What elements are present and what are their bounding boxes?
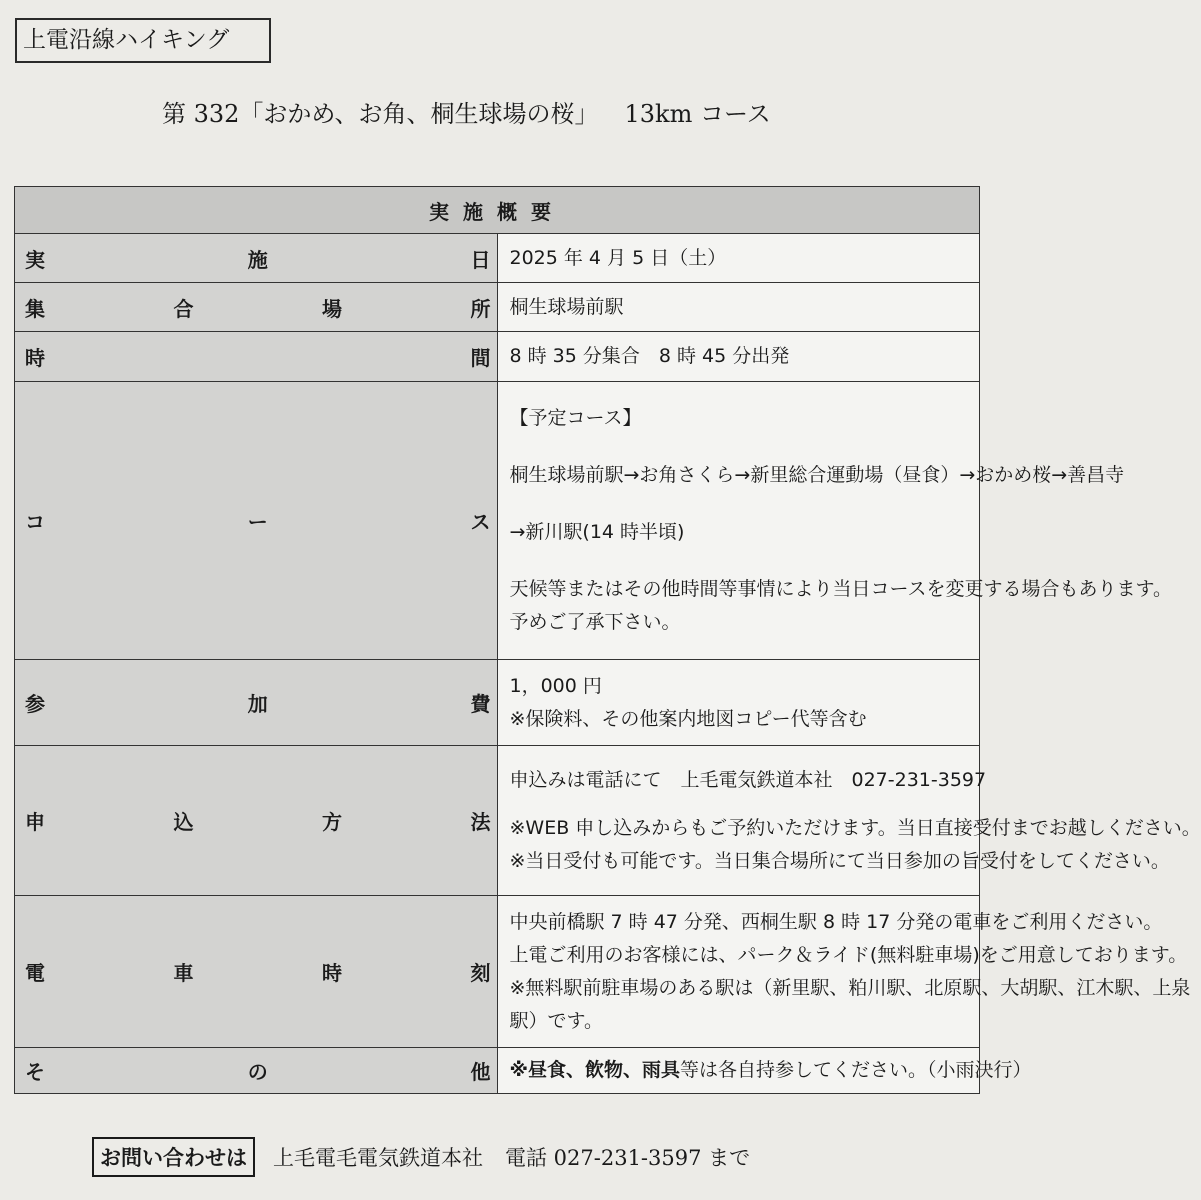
row-application <box>15 746 980 896</box>
label-other: そ の 他 <box>25 1060 491 1084</box>
row-fee <box>15 660 980 746</box>
application-phone: 申込みは電話にて 上毛電気鉄道本社 027-231-3597 <box>509 768 987 791</box>
page-title <box>162 94 882 129</box>
value-application <box>497 746 1201 896</box>
train-line3: ※無料駅前駐車場のある駅は（新里駅、粕川駅、北原駅、大胡駅、江木駅、上泉 <box>509 976 1191 999</box>
value-time: 8 時 35 分集合 8 時 45 分出発 <box>497 332 980 382</box>
value-meeting-place: 桐生球場前駅 <box>497 283 980 332</box>
label-date: 実 施 日 <box>25 247 491 272</box>
value-train-schedule <box>497 896 1191 1048</box>
row-date <box>15 234 980 283</box>
value-fee <box>497 660 980 746</box>
contact-line <box>92 1137 932 1177</box>
contact-phone: 電話 027-231-3597 まで <box>505 1146 751 1170</box>
other-bold-items: ※昼食、飲物、雨具 <box>509 1059 680 1081</box>
other-rest: 等は各自持参してください。（小雨決行） <box>679 1059 1032 1081</box>
contact-company: 上毛電毛電気鉄道本社 <box>273 1146 483 1170</box>
row-time <box>15 332 980 382</box>
application-sameday-note: ※当日受付も可能です。当日集合場所にて当日参加の旨受付をしてください。 <box>509 849 1170 872</box>
course-note-line1: 天候等またはその他時間等事情により当日コースを変更する場合もあります。 <box>509 578 1173 600</box>
course-heading: 【予定コース】 <box>509 407 642 429</box>
course-distance: 13km コース <box>624 100 771 128</box>
row-course <box>15 382 980 660</box>
value-date: 2025 年 4 月 5 日（土） <box>497 234 980 283</box>
label-train-schedule: 電 車 時 刻 <box>25 961 491 985</box>
event-title: 第 332「おかめ、お角、桐生球場の桜」 <box>162 100 599 128</box>
label-application: 申 込 方 法 <box>25 810 491 834</box>
row-other <box>15 1048 980 1094</box>
course-route-line2: →新川駅(14 時半頃) <box>509 521 685 543</box>
train-line1: 中央前橋駅 7 時 47 分発、西桐生駅 8 時 17 分発の電車をご利用ください。 <box>509 910 1163 933</box>
series-title: 上電沿線ハイキング <box>15 18 271 63</box>
train-line2: 上電ご利用のお客様には、パーク＆ライド(無料駐車場)をご用意しております。 <box>509 943 1188 966</box>
train-line4: 駅）です。 <box>509 1009 603 1032</box>
label-meeting-place: 集 合 場 所 <box>25 296 491 321</box>
value-other <box>497 1048 1032 1094</box>
label-time: 時 間 <box>25 346 491 370</box>
event-summary-table <box>14 186 1201 1094</box>
value-course <box>497 382 1173 660</box>
label-course: コ ー ス <box>25 510 491 534</box>
row-meeting-place <box>15 283 980 332</box>
label-fee: 参 加 費 <box>25 692 491 716</box>
application-web-note: ※WEB 申し込みからもご予約いただけます。当日直接受付までお越しください。 <box>509 816 1201 839</box>
table-heading: 実施概要 <box>15 187 980 234</box>
course-note-line2: 予めご了承下さい。 <box>509 611 681 633</box>
fee-amount: 1，000 円 <box>509 674 602 697</box>
row-train-schedule <box>15 896 980 1048</box>
table-heading-row <box>15 187 980 234</box>
fee-note: ※保険料、その他案内地図コピー代等含む <box>509 707 867 730</box>
course-route-line1: 桐生球場前駅→お角さくら→新里総合運動場（昼食）→おかめ桜→善昌寺 <box>509 464 1125 486</box>
contact-label: お問い合わせは <box>92 1137 255 1177</box>
